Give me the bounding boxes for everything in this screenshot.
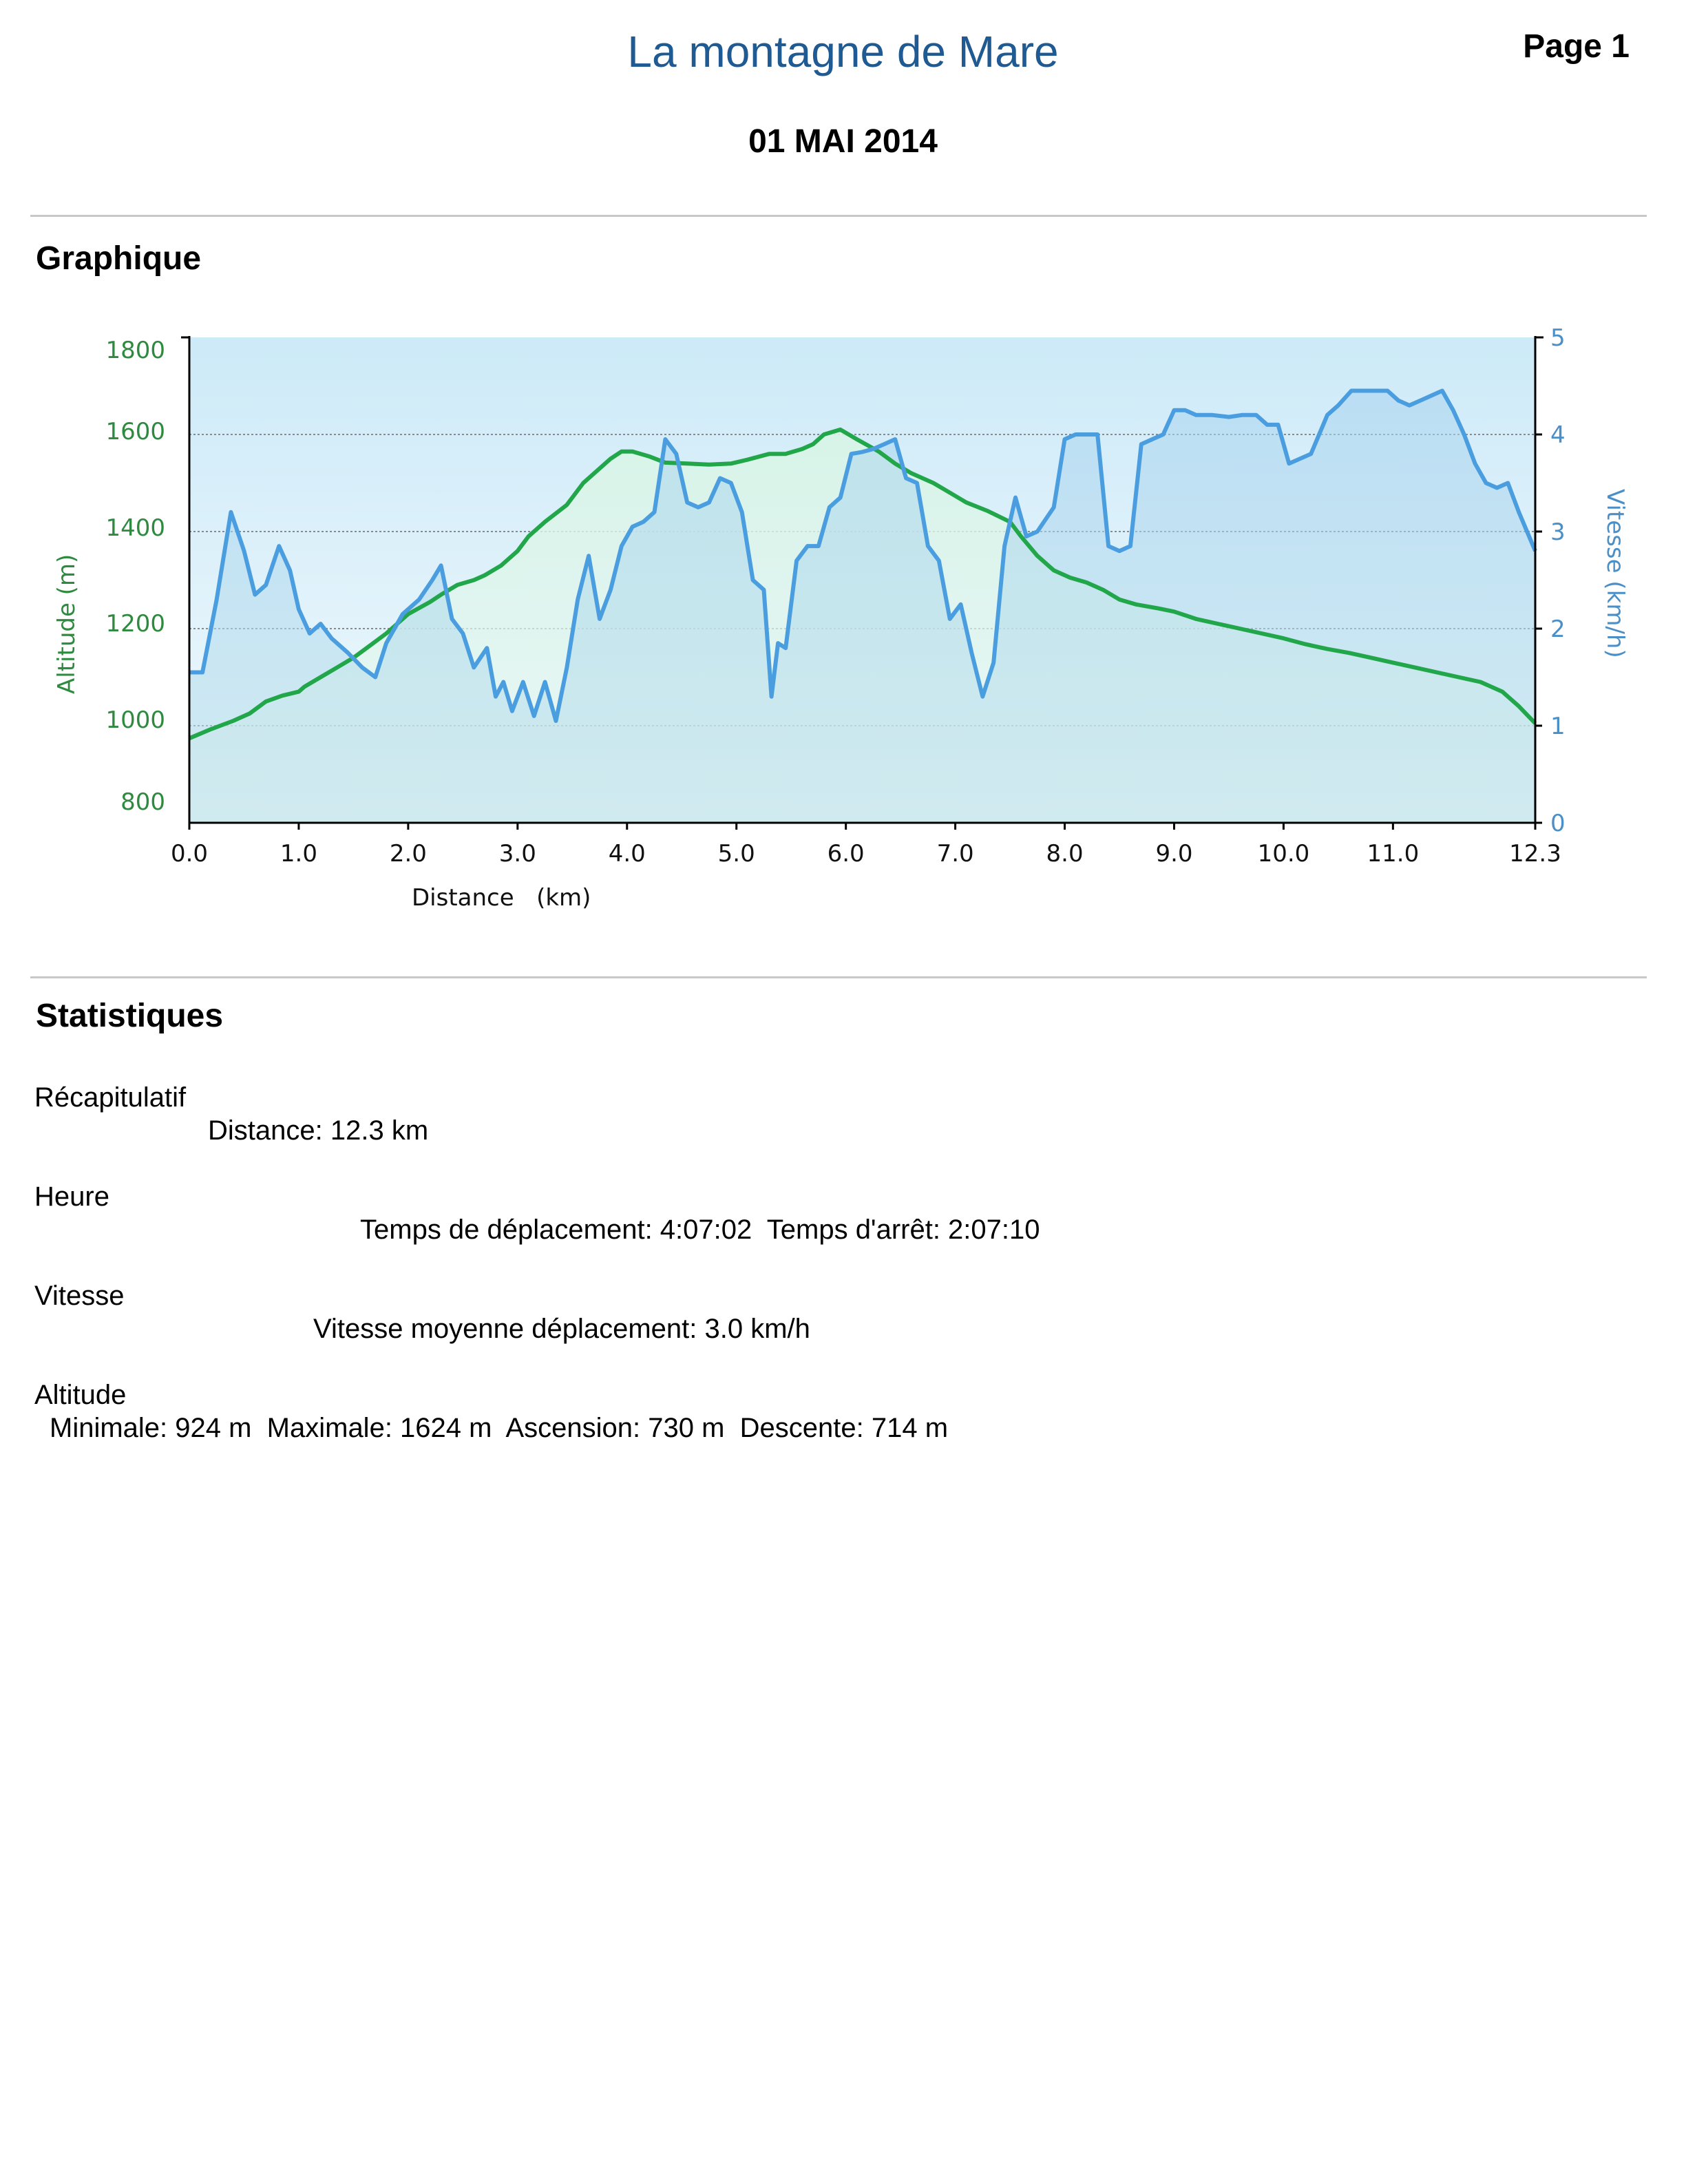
left-tick-label: 800	[120, 788, 165, 816]
right-tick-label: 4	[1550, 421, 1566, 449]
time-label: Heure	[34, 1182, 109, 1212]
x-tick-label: 9.0	[1155, 840, 1193, 868]
x-tick-label: 8.0	[1046, 840, 1084, 868]
right-tick-label: 3	[1550, 518, 1566, 546]
x-tick-label: 3.0	[498, 840, 536, 868]
stats-section-title: Statistiques	[36, 998, 224, 1034]
x-tick-label: 7.0	[936, 840, 974, 868]
graph-section-title: Graphique	[36, 240, 202, 277]
section-divider	[30, 976, 1647, 978]
elevation-speed-chart	[0, 0, 1686, 930]
left-tick-label: 1800	[105, 337, 165, 364]
activity-date: 01 MAI 2014	[748, 123, 938, 160]
left-tick-label: 1600	[105, 418, 165, 445]
x-tick-label: 2.0	[389, 840, 427, 868]
x-tick-label: 5.0	[717, 840, 755, 868]
altitude-label: Altitude	[34, 1380, 127, 1410]
right-tick-label: 1	[1550, 713, 1566, 740]
left-tick-label: 1000	[105, 706, 165, 734]
speed-label: Vitesse	[34, 1281, 125, 1311]
right-tick-label: 5	[1550, 324, 1566, 352]
x-tick-label: 12.3	[1509, 840, 1561, 868]
distance-value: Distance: 12.3 km	[208, 1115, 429, 1146]
altitude-value: Minimale: 924 m Maximale: 1624 m Ascension: 730 m Descente: 714 m	[50, 1413, 949, 1443]
page-number: Page 1	[1523, 28, 1630, 65]
right-tick-label: 0	[1550, 810, 1566, 837]
x-tick-label: 10.0	[1257, 840, 1310, 868]
x-tick-label: 0.0	[170, 840, 209, 868]
x-tick-label: 4.0	[608, 840, 646, 868]
document-title: La montagne de Mare	[627, 27, 1059, 76]
time-value: Temps de déplacement: 4:07:02 Temps d'arrêt: 2:07:10	[360, 1215, 1040, 1245]
left-axis-label: Altitude (m)	[53, 554, 81, 694]
x-tick-label: 11.0	[1367, 840, 1420, 868]
right-tick-label: 2	[1550, 616, 1566, 643]
left-tick-label: 1200	[105, 610, 165, 638]
x-tick-label: 6.0	[827, 840, 865, 868]
speed-value: Vitesse moyenne déplacement: 3.0 km/h	[313, 1314, 810, 1344]
left-tick-label: 1400	[105, 514, 165, 542]
right-axis-label: Vitesse (km/h)	[1601, 489, 1629, 658]
summary-label: Récapitulatif	[34, 1082, 187, 1113]
x-axis-label: Distance (km)	[412, 884, 591, 912]
x-tick-label: 1.0	[280, 840, 317, 868]
